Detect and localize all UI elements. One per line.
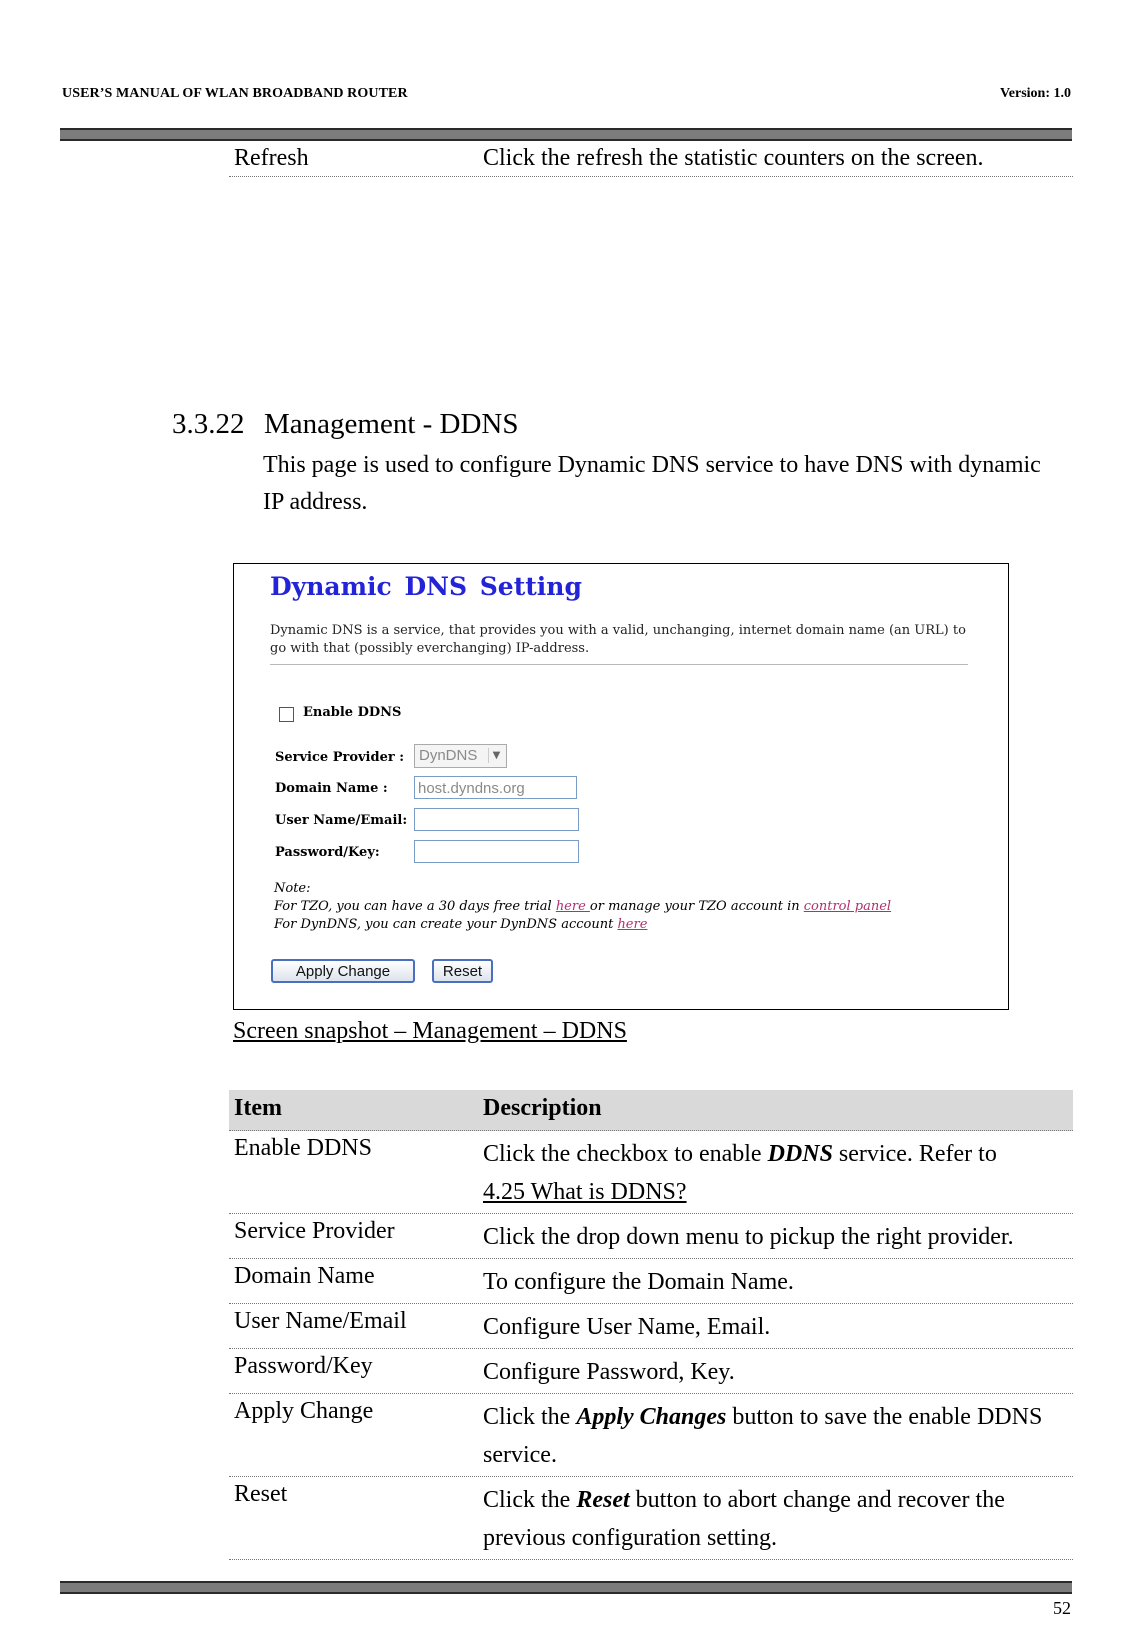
reset-button[interactable]: Reset: [432, 959, 493, 983]
page-number: 52: [1053, 1598, 1071, 1618]
domain-name-input[interactable]: host.dyndns.org: [414, 776, 577, 799]
table-row: [229, 1259, 1073, 1304]
tzo-trial-link[interactable]: here: [555, 899, 590, 914]
row-description: Configure User Name, Email.: [483, 1314, 771, 1340]
table-row: [229, 1214, 1073, 1259]
ddns-screenshot: [233, 563, 1009, 1010]
refresh-row: [229, 140, 1073, 177]
row-item: Service Provider: [234, 1218, 395, 1244]
password-input[interactable]: [414, 840, 579, 863]
table-header: [229, 1090, 1073, 1131]
section-heading: [172, 408, 519, 441]
note-line-tzo: For TZO, you can have a 30 days free trial here or manage your TZO account in control panel: [274, 899, 892, 914]
refresh-item: Refresh: [234, 145, 309, 171]
table-row: [229, 1304, 1073, 1349]
note-line-dyndns: For DynDNS, you can create your DynDNS account here: [274, 917, 648, 932]
enable-ddns-label: Enable DDNS: [303, 705, 402, 720]
service-provider-label: Service Provider :: [275, 750, 405, 765]
page-header-title: USER’S MANUAL OF WLAN BROADBAND ROUTER: [62, 86, 408, 101]
row-item: User Name/Email: [234, 1308, 407, 1334]
row-description: To configure the Domain Name.: [483, 1269, 794, 1295]
section-title: Management - DDNS: [264, 408, 519, 440]
row-description: Click the Apply Changes button to save the enable DDNS service.: [483, 1404, 1043, 1468]
username-label: User Name/Email:: [275, 813, 408, 828]
header-description: Description: [483, 1095, 602, 1121]
table-row: [229, 1131, 1073, 1214]
section-number: 3.3.22: [172, 408, 245, 440]
section-intro: This page is used to configure Dynamic DNS service to have DNS with dynamic IP address.: [263, 452, 1041, 515]
dyndns-account-link[interactable]: here: [617, 917, 648, 932]
row-item: Apply Change: [234, 1398, 374, 1424]
domain-name-label: Domain Name :: [275, 781, 388, 796]
row-description: Click the Reset button to abort change and recover the previous configuration setting.: [483, 1487, 1005, 1551]
what-is-ddns-link[interactable]: 4.25 What is DDNS?: [483, 1179, 687, 1205]
ddns-page-title: Dynamic DNS Setting: [270, 572, 582, 601]
row-item: Domain Name: [234, 1263, 375, 1289]
divider: [270, 664, 968, 665]
apply-change-button[interactable]: Apply Change: [271, 959, 415, 983]
table-row: [229, 1349, 1073, 1394]
chevron-down-icon: ▼: [488, 748, 504, 763]
username-input[interactable]: [414, 808, 579, 831]
ddns-page-description: Dynamic DNS is a service, that provides you with a valid, unchanging, internet domain name (an URL) to go with that (possibly everchanging) IP-address.: [270, 623, 966, 656]
service-provider-select[interactable]: [414, 744, 507, 768]
page-header-version: Version: 1.0: [999, 86, 1071, 101]
row-item: Password/Key: [234, 1353, 373, 1379]
password-label: Password/Key:: [275, 845, 380, 860]
row-item: Reset: [234, 1481, 288, 1507]
refresh-description: Click the refresh the statistic counters on the screen.: [483, 145, 984, 171]
service-provider-value: DynDNS: [419, 747, 478, 764]
table-row: [229, 1394, 1073, 1477]
row-description: Click the drop down menu to pickup the right provider.: [483, 1224, 1014, 1250]
note-heading: Note:: [274, 881, 311, 896]
control-panel-link[interactable]: control panel: [803, 899, 892, 914]
figure-caption: Screen snapshot – Management – DDNS: [233, 1018, 627, 1044]
note: [274, 880, 974, 934]
header-item: Item: [234, 1095, 282, 1121]
table-row: [229, 1477, 1073, 1560]
row-description: Configure Password, Key.: [483, 1359, 735, 1385]
description-table: [229, 1090, 1073, 1560]
row-description: Click the checkbox to enable DDNS service. Refer to 4.25 What is DDNS?: [483, 1141, 997, 1205]
row-item: Enable DDNS: [234, 1135, 372, 1161]
enable-ddns-checkbox[interactable]: [279, 707, 294, 722]
footer-rule: [60, 1581, 1072, 1594]
